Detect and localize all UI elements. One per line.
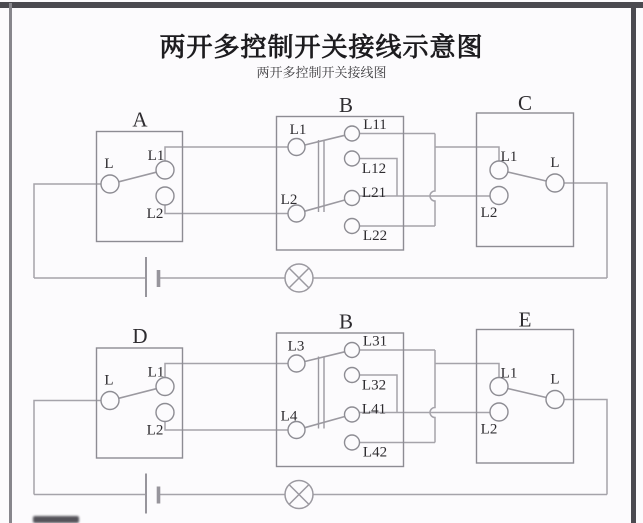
- terminal-a-l: [101, 175, 119, 193]
- wire-source-left-bottom: [34, 401, 101, 495]
- label-d-l2: L2: [146, 422, 164, 439]
- page-title: 两开多控制开关接线示意图: [159, 32, 484, 62]
- bottom-wires: [34, 350, 607, 495]
- terminal-b-l11: [345, 126, 360, 141]
- label-b-l11: L11: [363, 117, 387, 133]
- switch-d-lever: [119, 389, 157, 399]
- terminal-b-l32: [345, 368, 360, 383]
- page-subtitle: 两开多控制开关接线图: [256, 65, 387, 80]
- top-wires: [34, 134, 607, 279]
- switch-b-top-lever-2: [305, 200, 345, 211]
- switch-c-lever: [508, 172, 546, 181]
- switch-c-letter: C: [517, 91, 533, 115]
- terminal-e-l: [546, 391, 564, 409]
- wire-d-l1-to-b: [165, 364, 288, 378]
- terminal-c-l: [546, 174, 564, 192]
- wire-bus-to-e-l1: [435, 364, 499, 378]
- wire-a-l1-to-b: [165, 147, 288, 161]
- switch-box-c: [477, 91, 574, 247]
- label-c-l: L: [550, 155, 560, 171]
- switch-b-top-lever-1: [305, 135, 345, 145]
- switch-e-lever: [508, 389, 546, 398]
- terminal-e-l2: [490, 403, 508, 421]
- label-b-l3: L3: [287, 338, 305, 355]
- label-b-l22: L22: [362, 228, 388, 244]
- terminal-a-l2: [156, 187, 174, 205]
- label-e-l2: L2: [480, 421, 498, 438]
- label-a-l: L: [104, 156, 114, 172]
- wire-e-l-to-right: [564, 400, 607, 495]
- wire-c-l-to-right: [564, 183, 607, 278]
- switch-b-top-letter: B: [338, 93, 354, 117]
- label-a-l1: L1: [147, 148, 165, 164]
- label-c-l2: L2: [480, 205, 498, 221]
- label-e-l1: L1: [500, 365, 518, 382]
- label-b-l12: L12: [361, 161, 387, 177]
- wire-a-l2-to-b: [165, 205, 288, 214]
- lamp-icon-top: [285, 264, 313, 292]
- label-d-l: L: [104, 372, 114, 389]
- label-e-l: L: [550, 371, 560, 388]
- label-b-l41: L41: [361, 401, 387, 418]
- switch-b-bottom-letter: B: [338, 309, 354, 334]
- battery-icon-top: [146, 257, 159, 297]
- label-b-l21: L21: [361, 185, 387, 201]
- terminal-b-l3: [288, 355, 305, 372]
- terminal-b-l21: [345, 191, 360, 206]
- switch-a-lever: [119, 172, 157, 182]
- terminal-b-l42: [345, 435, 360, 450]
- terminal-b-l12: [345, 151, 360, 166]
- label-d-l1: L1: [147, 364, 165, 381]
- switch-b-bottom-lever-2: [305, 417, 345, 428]
- label-b-l42: L42: [362, 444, 388, 461]
- terminal-d-l2: [156, 404, 174, 422]
- label-a-l2: L2: [146, 206, 164, 222]
- switch-box-a: [97, 108, 183, 242]
- lamp-icon-bottom: [285, 481, 313, 509]
- wire-bus-to-c-l1: [435, 147, 499, 161]
- bottom-circuit: [34, 308, 607, 514]
- terminal-b-l41: [345, 407, 360, 422]
- terminal-d-l: [101, 392, 119, 410]
- terminal-b-l31: [345, 343, 360, 358]
- battery-icon-bottom: [146, 474, 159, 514]
- label-b-l4: L4: [280, 408, 298, 425]
- label-c-l1: L1: [500, 149, 518, 165]
- label-b-l31: L31: [362, 333, 388, 350]
- wire-bus-vertical-bottom: [430, 350, 435, 443]
- top-circuit: [34, 91, 607, 297]
- switch-b-bottom-lever-1: [305, 352, 345, 362]
- switch-e-letter: E: [518, 307, 532, 332]
- switch-a-letter: A: [132, 107, 148, 132]
- switch-box-d: [97, 324, 183, 458]
- terminal-b-l22: [345, 219, 360, 234]
- switch-d-letter: D: [132, 324, 148, 348]
- terminal-b-in1: [288, 139, 305, 156]
- label-b-in1: L1: [289, 122, 307, 138]
- label-b-l32: L32: [361, 377, 387, 394]
- wire-source-left-top: [34, 184, 101, 278]
- switch-box-e: [477, 308, 574, 464]
- label-b-in2: L2: [280, 192, 298, 208]
- wire-bus-vertical-top: [430, 134, 435, 227]
- terminal-c-l2: [490, 187, 508, 205]
- wire-d-l2-to-b: [165, 422, 288, 431]
